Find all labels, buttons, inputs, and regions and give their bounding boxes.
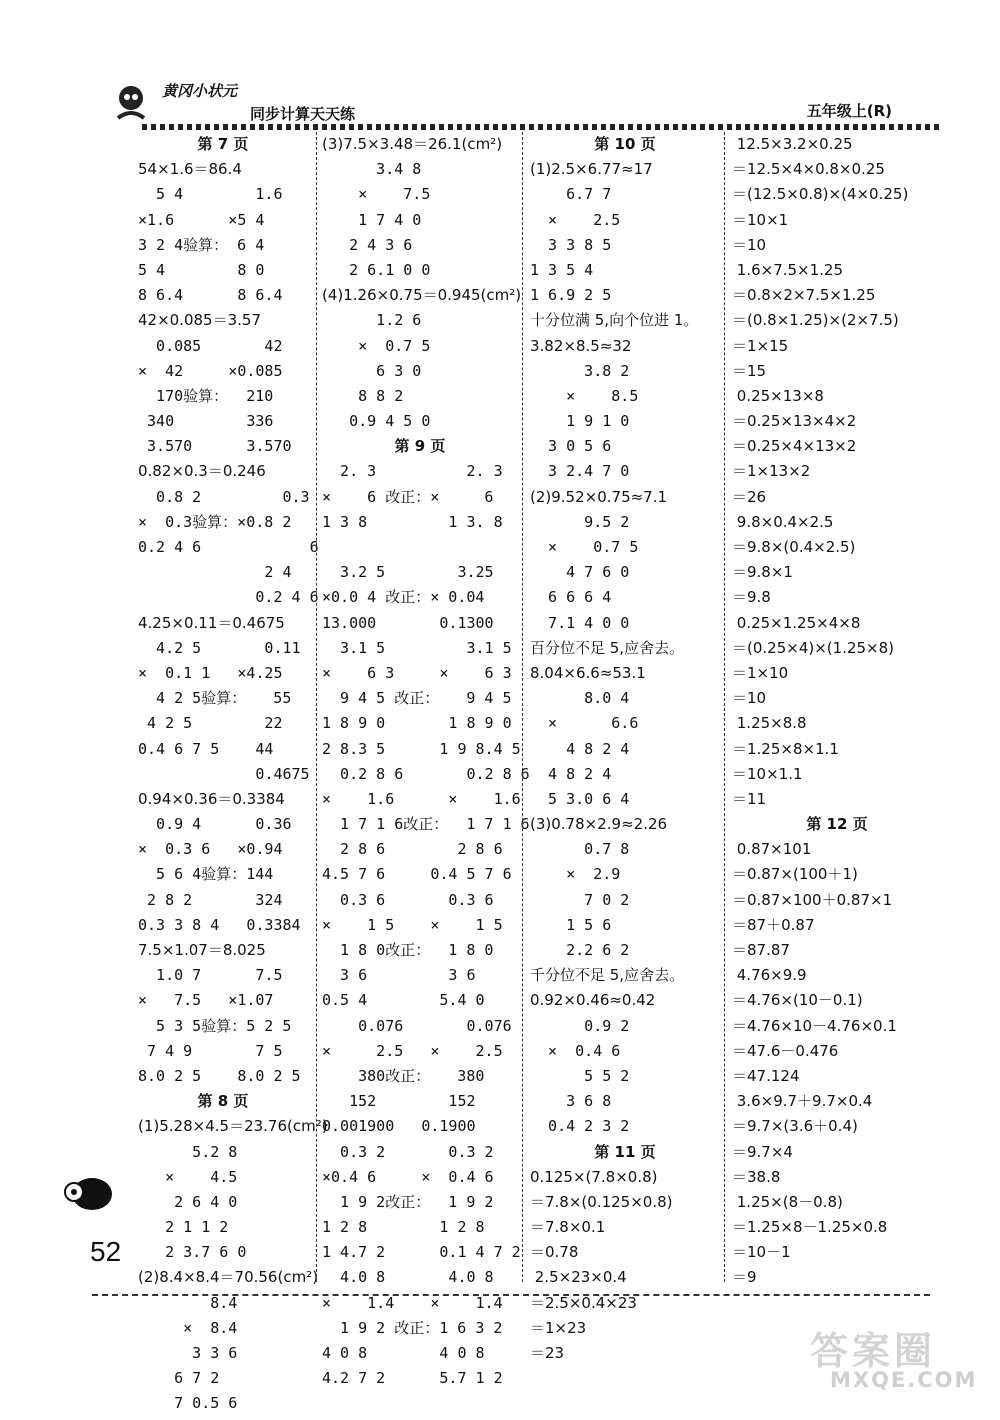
answer-line: 5 6 4验算：144: [138, 865, 274, 884]
answer-line: ＝10: [732, 689, 767, 708]
answer-line: 0.7 8: [530, 840, 630, 859]
answer-line: × 2.5 × 2.5: [322, 1041, 503, 1060]
answer-line: ＝1.25×8×1.1: [732, 739, 839, 758]
answer-line: 2 3.7 6 0: [138, 1243, 247, 1262]
answer-line: 百分位不足 5,应舍去。: [530, 638, 685, 657]
answer-line: (1)5.28×4.5＝23.76(cm²): [138, 1117, 328, 1136]
answer-line: 4 0 8 4 0 8: [322, 1344, 485, 1362]
answer-line: ＝10－1: [732, 1243, 791, 1262]
grade-label: 五年级上(R): [806, 102, 892, 120]
answer-line: ＝0.25×4×13×2: [732, 437, 857, 456]
answer-line: 3.1 5 3.1 5: [322, 638, 512, 657]
answer-line: ×0.4 6 × 0.4 6: [322, 1167, 494, 1186]
answer-line: 1 8 9 0 1 8 9 0: [322, 714, 512, 733]
answer-line: 54×1.6＝86.4: [138, 160, 242, 179]
answer-line: ＝9.8: [732, 588, 771, 607]
answer-line: 0.9 4 5 0: [322, 412, 431, 431]
answer-line: ＝11: [732, 789, 767, 808]
section-title: 第 11 页: [594, 1142, 656, 1161]
answer-line: 13.000 0.1300: [322, 613, 494, 632]
answer-line: ＝87＋0.87: [732, 915, 815, 934]
answer-line: ＝0.8×2×7.5×1.25: [732, 286, 876, 305]
answer-line: 3.8 2: [530, 361, 630, 380]
page-number: 52: [90, 1236, 122, 1267]
answer-line: ＝7.8×0.1: [530, 1218, 606, 1237]
answer-line: 3 3 6: [138, 1344, 238, 1362]
answer-line: ＝9.8×1: [732, 563, 793, 582]
answer-line: 2. 3 2. 3: [322, 462, 503, 481]
answer-line: 6 7 2: [138, 1369, 220, 1388]
answer-line: ×0.0 4 改正：× 0.04: [322, 588, 485, 607]
answer-line: ＝10×1: [732, 210, 789, 229]
answer-line: 4.2 5 0.11: [138, 638, 301, 657]
answer-line: 十分位满 5,向个位进 1。: [530, 311, 699, 330]
answer-line: ＝0.78: [530, 1243, 579, 1262]
answer-line: 8.0 4: [530, 689, 630, 708]
answer-line: ＝87.87: [732, 941, 790, 959]
answer-line: 2 1 1 2: [138, 1218, 229, 1237]
answer-line: ＝4.76×10－4.76×0.1: [732, 1016, 897, 1035]
answer-line: 0.5 4 5.4 0: [322, 991, 485, 1010]
page-header: [100, 78, 940, 130]
answer-line: ＝0.87×100＋0.87×1: [732, 890, 893, 909]
answer-line: 8.04×6.6≈53.1: [530, 663, 646, 682]
answer-line: 0.94×0.36＝0.3384: [138, 789, 285, 808]
answer-line: 0.4675: [138, 764, 310, 783]
answer-line: 1 6.9 2 5: [530, 286, 612, 305]
answer-line: 1 9 1 0: [530, 412, 630, 431]
answer-line: (1)2.5×6.77≈17: [530, 160, 653, 179]
answer-column-2: [322, 132, 530, 1388]
answer-line: 1 9 2 改正：1 6 3 2: [322, 1318, 503, 1337]
answer-line: 0.4 6 7 5 44: [138, 739, 274, 758]
answer-line: 4.25×0.11＝0.4675: [138, 613, 285, 632]
answer-line: 7.1 4 0 0: [530, 613, 630, 632]
answer-line: 2 4 3 6: [322, 235, 413, 254]
answer-line: 0.2 4 6: [138, 588, 319, 607]
cartoon-character-icon: [110, 82, 152, 122]
answer-line: (2)9.52×0.75≈7.1: [530, 487, 668, 506]
answer-line: [322, 535, 518, 560]
answer-line: × 6 改正：× 6: [322, 487, 494, 506]
answer-line: 0.4 2 3 2: [530, 1117, 630, 1136]
answer-line: ＝(0.25×4)×(1.25×8): [732, 638, 894, 657]
answer-line: × 6 3 × 6 3: [322, 663, 512, 682]
answer-line: 0.25×13×8: [732, 386, 824, 405]
answer-line: ＝9.8×(0.4×2.5): [732, 538, 856, 556]
answer-line: 7 0.5 6: [138, 1394, 238, 1413]
mascot-icon: [62, 1164, 116, 1214]
answer-line: 3.570 3.570: [138, 437, 292, 456]
answer-line: 340 336: [138, 412, 274, 431]
answer-line: 2 4: [138, 563, 292, 582]
answer-line: 2 8.3 5 1 9 8.4 5: [322, 739, 521, 758]
answer-line: 5.2 8: [138, 1142, 238, 1161]
answer-line: 5 4 8 0: [138, 260, 265, 279]
answer-line: × 0.7 5: [322, 336, 431, 355]
answer-line: 2 6.1 0 0: [322, 260, 431, 279]
watermark-logo: [740, 1302, 990, 1402]
section-title: 第 9 页: [394, 437, 446, 456]
answer-line: 2 8 2 324: [138, 890, 283, 909]
answer-line: 4 2 5验算： 55: [138, 689, 292, 708]
answer-line: 7 4 9 7 5: [138, 1041, 283, 1060]
answer-line: ＝0.87×(100＋1): [732, 865, 858, 884]
answer-line: 0.001900 0.1900: [322, 1117, 476, 1136]
answer-line: 1.25×8.8: [732, 714, 807, 733]
answer-line: 3 3 8 5: [530, 235, 612, 254]
answer-line: 3 6 3 6: [322, 966, 476, 985]
answer-line: ＝47.6－0.476: [732, 1041, 839, 1060]
answer-line: × 7.5: [322, 185, 431, 204]
answer-line: ＝1×13×2: [732, 462, 811, 481]
answer-line: × 0.4 6: [530, 1041, 621, 1060]
answer-line: × 2.5: [530, 210, 621, 229]
answer-line: (3)7.5×3.48＝26.1(cm²): [322, 135, 503, 153]
answer-line: ＝9.7×(3.6＋0.4): [732, 1117, 858, 1136]
answer-line: 380改正： 380: [322, 1066, 485, 1085]
answer-line: 0.125×(7.8×0.8): [530, 1167, 658, 1186]
answer-line: 1.25×(8－0.8): [732, 1192, 843, 1211]
answer-line: 3.82×8.5≈32: [530, 336, 632, 355]
answer-line: 2.2 6 2: [530, 941, 630, 959]
answer-line: 152 152: [322, 1092, 476, 1111]
answer-line: 0.8 2 0.3: [138, 487, 310, 506]
answer-line: 0.9 4 0.36: [138, 815, 292, 834]
answer-line: ＝1×10: [732, 663, 789, 682]
answer-line: 1 7 1 6改正： 1 7 1 6: [322, 815, 530, 834]
answer-line: 42×0.085＝3.57: [138, 311, 261, 330]
answer-column-1: [138, 132, 328, 1413]
answer-line: 5 5 2: [530, 1066, 630, 1085]
answer-line: 1.2 6: [322, 311, 422, 330]
header-decorative-border: [142, 124, 940, 130]
answer-line: ＝47.124: [732, 1066, 800, 1085]
answer-line: ＝7.8×(0.125×0.8): [530, 1192, 673, 1211]
answer-line: 5 3 5验算：5 2 5: [138, 1016, 292, 1035]
series-title: 同步计算天天练: [250, 105, 356, 123]
answer-line: × 2.9: [530, 865, 621, 884]
answer-line: 8.0 2 5 8.0 2 5: [138, 1066, 301, 1085]
answer-line: 0.9 2: [530, 1016, 630, 1035]
answer-line: 3.6×9.7＋9.7×0.4: [732, 1092, 873, 1111]
answer-line: ＝38.8: [732, 1167, 781, 1186]
watermark-site: MXQE.COM: [830, 1368, 978, 1392]
answer-line: 8 8 2: [322, 386, 404, 405]
answer-line: 9 4 5 改正： 9 4 5: [322, 689, 512, 708]
answer-line: × 1 5 × 1 5: [322, 915, 503, 934]
answer-line: 0.3 3 8 4 0.3384: [138, 915, 301, 934]
answer-line: (4)1.26×0.75＝0.945(cm²): [322, 286, 522, 305]
answer-line: × 0.3验算：×0.8 2: [138, 512, 292, 531]
answer-line: 1 9 2改正： 1 9 2: [322, 1192, 494, 1211]
answer-line: × 0.7 5: [530, 538, 639, 556]
column-divider: [316, 132, 317, 1282]
answer-line: 12.5×3.2×0.25: [732, 135, 853, 153]
answer-line: 5 3.0 6 4: [530, 789, 630, 808]
answer-line: 3 0 5 6: [530, 437, 612, 456]
answer-line: 6.7 7: [530, 185, 612, 204]
answer-line: 1 7 4 0: [322, 210, 422, 229]
answer-line: 3 2.4 7 0: [530, 462, 630, 481]
answer-line: 0.25×1.25×4×8: [732, 613, 861, 632]
answer-line: 1 5 6: [530, 915, 612, 934]
answer-line: 5 4 1.6: [138, 185, 283, 204]
answer-line: ×1.6 ×5 4: [138, 210, 265, 229]
answer-line: 1 3 8 1 3. 8: [322, 512, 503, 531]
answer-line: × 4.5: [138, 1167, 238, 1186]
section-title: 第 10 页: [594, 135, 656, 153]
answer-line: 2 6 4 0: [138, 1192, 238, 1211]
column-divider: [724, 132, 725, 1282]
answer-line: 9.8×0.4×2.5: [732, 512, 834, 531]
answer-line: 4 8 2 4: [530, 764, 612, 783]
answer-line: 0.076 0.076: [322, 1016, 512, 1035]
answer-line: ＝1×23: [530, 1318, 587, 1337]
answer-line: × 0.3 6 ×0.94: [138, 840, 283, 859]
answer-line: 7.5×1.07＝8.025: [138, 941, 266, 959]
answer-line: × 6.6: [530, 714, 639, 733]
answer-line: 170验算： 210: [138, 386, 274, 405]
answer-line: ＝12.5×4×0.8×0.25: [732, 160, 885, 179]
answer-line: ＝2.5×0.4×23: [530, 1293, 637, 1312]
answer-line: 2.5×23×0.4: [530, 1268, 627, 1287]
answer-line: × 8.4: [138, 1318, 238, 1337]
answer-line: 4 7 6 0: [530, 563, 630, 582]
answer-line: (3)0.78×2.9≈2.26: [530, 815, 668, 834]
answer-line: ＝1×15: [732, 336, 789, 355]
answer-line: 千分位不足 5,应舍去。: [530, 966, 685, 985]
answer-line: 0.2 8 6 0.2 8 6: [322, 764, 530, 783]
section-title: 第 12 页: [806, 815, 868, 834]
answer-line: 1 2 8 1 2 8: [322, 1218, 485, 1237]
answer-line: 1.0 7 7.5: [138, 966, 283, 985]
answer-line: 4.0 8 4.0 8: [322, 1268, 494, 1287]
section-title: 第 7 页: [197, 135, 249, 153]
answer-line: 1.6×7.5×1.25: [732, 260, 844, 279]
answer-line: (2)8.4×8.4＝70.56(cm²): [138, 1268, 319, 1287]
answer-line: 0.92×0.46≈0.42: [530, 991, 656, 1010]
answer-line: × 0.1 1 ×4.25: [138, 663, 283, 682]
answer-line: 0.3 6 0.3 6: [322, 890, 494, 909]
answer-line: ＝23: [530, 1344, 565, 1362]
answer-line: 9.5 2: [530, 512, 630, 531]
answer-line: ＝4.76×(10－0.1): [732, 991, 863, 1010]
answer-line: 3.4 8: [322, 160, 422, 179]
answer-line: 8 6.4 8 6.4: [138, 286, 283, 305]
column-divider: [522, 132, 523, 1282]
answer-line: ＝0.25×13×4×2: [732, 412, 857, 431]
answer-line: 6 3 0: [322, 361, 422, 380]
answer-line: 1 4.7 2 0.1 4 7 2: [322, 1243, 521, 1262]
answer-line: 6 6 6 4: [530, 588, 612, 607]
answer-line: ＝1.25×8－1.25×0.8: [732, 1218, 888, 1237]
answer-line: 3 2 4验算： 6 4: [138, 235, 265, 254]
answer-column-3: [530, 132, 720, 1362]
answer-column-4: [732, 132, 942, 1287]
answer-line: 4.2 7 2 5.7 1 2: [322, 1369, 503, 1388]
answer-line: × 42 ×0.085: [138, 361, 283, 380]
answer-line: 0.085 42: [138, 336, 283, 355]
answer-line: 1 3 5 4: [530, 260, 594, 279]
answer-line: × 8.5: [530, 386, 639, 405]
answer-line: ＝10: [732, 235, 767, 254]
answer-line: 4.76×9.9: [732, 966, 807, 985]
answer-line: ＝(0.8×1.25)×(2×7.5): [732, 311, 899, 330]
answer-line: ＝9.7×4: [732, 1142, 793, 1161]
answer-line: × 7.5 ×1.07: [138, 991, 274, 1010]
answer-line: ＝15: [732, 361, 767, 380]
answer-line: 0.87×101: [732, 840, 812, 859]
section-title: 第 8 页: [197, 1092, 249, 1111]
answer-line: 1 8 0改正： 1 8 0: [322, 941, 494, 959]
answer-line: ＝10×1.1: [732, 764, 803, 783]
answer-line: 0.2 4 6 6: [138, 538, 319, 556]
brand-title: 黄冈小状元: [162, 82, 238, 100]
answer-line: 2 8 6 2 8 6: [322, 840, 503, 859]
answer-line: ＝9: [732, 1268, 757, 1287]
answer-line: ＝26: [732, 487, 767, 506]
watermark-title: 答案圈: [810, 1329, 937, 1373]
answer-line: ＝(12.5×0.8)×(4×0.25): [732, 185, 909, 204]
answer-line: 0.3 2 0.3 2: [322, 1142, 494, 1161]
answer-line: × 1.4 × 1.4: [322, 1293, 503, 1312]
answer-line: 3.2 5 3.25: [322, 563, 494, 582]
answer-line: × 1.6 × 1.6: [322, 789, 521, 808]
answer-line: 4 2 5 22: [138, 714, 283, 733]
answer-line: 4 8 2 4: [530, 739, 630, 758]
footer-dashed-line: [92, 1294, 930, 1296]
answer-line: 8.4: [138, 1293, 238, 1312]
answer-line: 7 0 2: [530, 890, 630, 909]
answer-line: 0.82×0.3＝0.246: [138, 462, 266, 481]
answer-line: 3 6 8: [530, 1092, 612, 1111]
answer-line: 4.5 7 6 0.4 5 7 6: [322, 865, 512, 884]
